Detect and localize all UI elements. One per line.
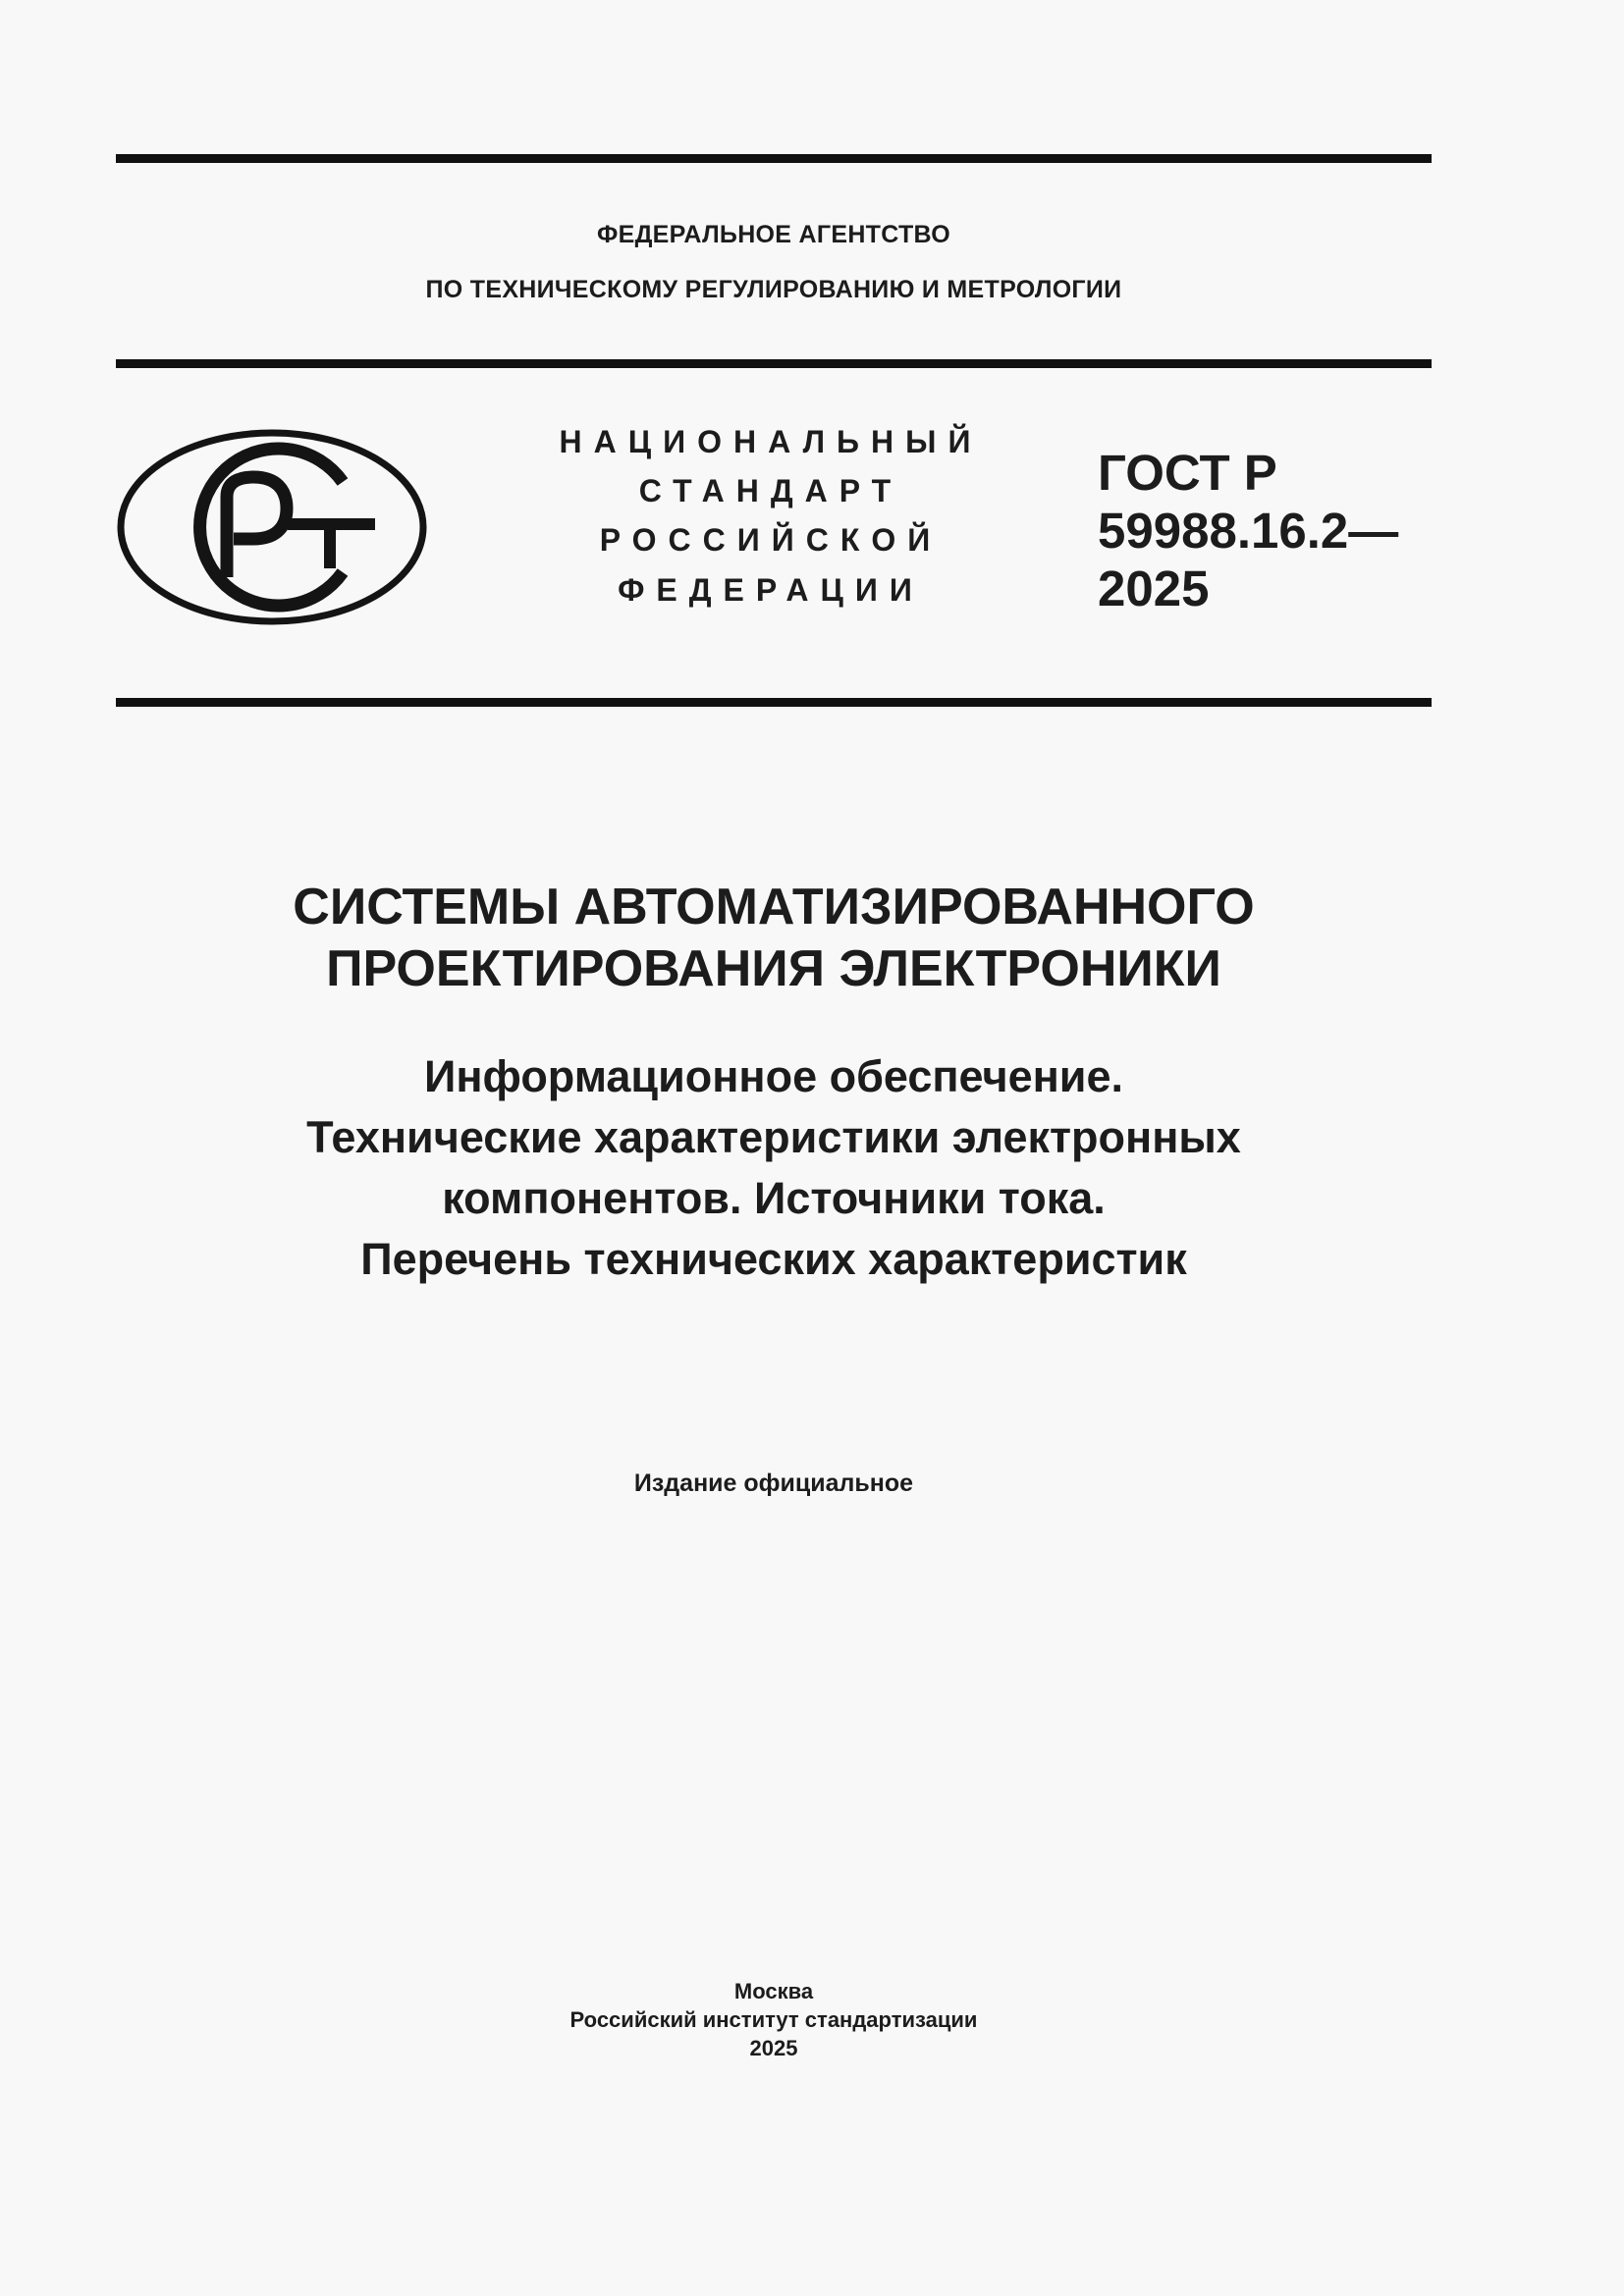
imprint xyxy=(116,1977,1432,2062)
imprint-publisher: Российский институт стандартизации xyxy=(569,2007,978,2032)
standard-type-line-4: ФЕДЕРАЦИИ xyxy=(618,572,924,608)
standard-type-line-2: СТАНДАРТ xyxy=(638,473,903,508)
agency-line-1: ФЕДЕРАЛЬНОЕ АГЕНТСТВО xyxy=(596,221,951,248)
subtitle xyxy=(116,1046,1432,1290)
header-bottom-rule xyxy=(116,698,1432,707)
top-rule xyxy=(116,154,1432,163)
main-title-line-2: ПРОЕКТИРОВАНИЯ ЭЛЕКТРОНИКИ xyxy=(326,940,1221,997)
agency-line-2: ПО ТЕХНИЧЕСКОМУ РЕГУЛИРОВАНИЮ И МЕТРОЛОГИИ xyxy=(425,276,1122,303)
standard-designation xyxy=(1098,444,1432,617)
imprint-city: Москва xyxy=(733,1979,814,2003)
subtitle-line-4: Перечень технических характеристик xyxy=(360,1234,1187,1284)
agency-bottom-rule xyxy=(116,359,1432,368)
designation-line-2: 59988.16.2— xyxy=(1098,503,1399,559)
edition-label: Издание официальное xyxy=(633,1469,914,1497)
designation-line-3: 2025 xyxy=(1098,561,1210,616)
main-title xyxy=(116,877,1432,1000)
main-title-line-1: СИСТЕМЫ АВТОМАТИЗИРОВАННОГО xyxy=(293,879,1255,935)
standard-type-line-3: РОССИЙСКОЙ xyxy=(599,522,943,558)
rst-logo-icon xyxy=(116,428,428,626)
standard-type-line-1: НАЦИОНАЛЬНЫЙ xyxy=(559,424,983,459)
imprint-year: 2025 xyxy=(749,2036,798,2060)
subtitle-line-1: Информационное обеспечение. xyxy=(424,1051,1123,1101)
subtitle-line-2: Технические характеристики электронных xyxy=(306,1112,1241,1162)
subtitle-line-3: компонентов. Источники тока. xyxy=(442,1173,1106,1223)
designation-line-1: ГОСТ Р xyxy=(1098,445,1277,501)
